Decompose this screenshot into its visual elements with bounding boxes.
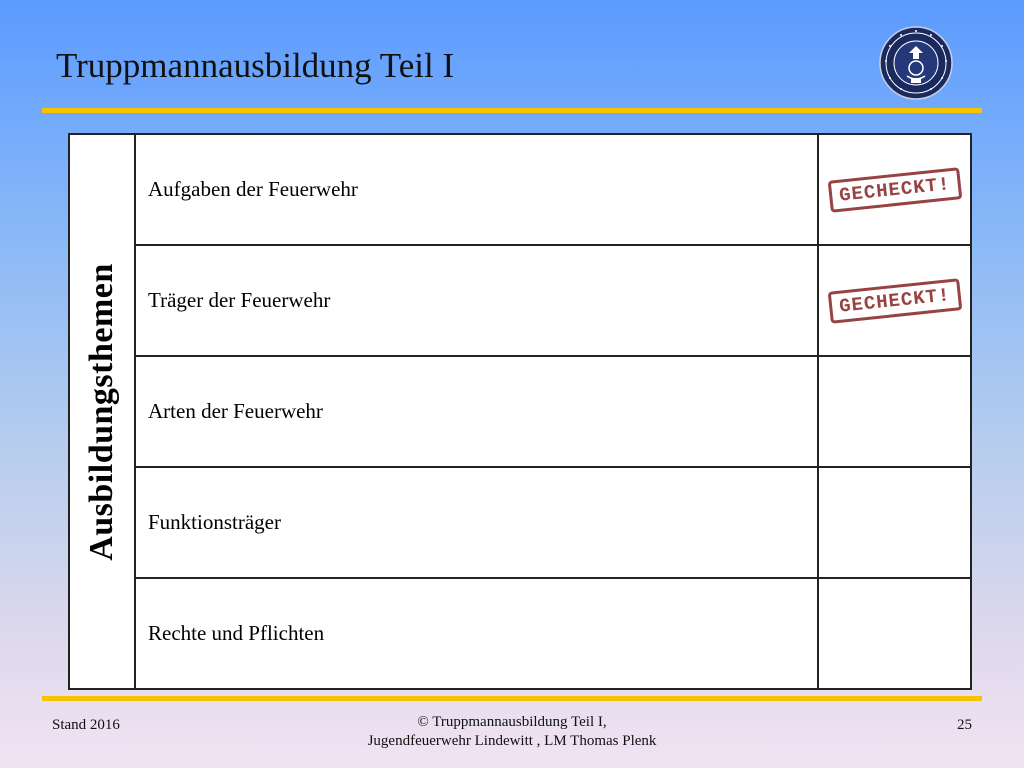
status-cell (819, 246, 970, 355)
topic-cell: Funktionsträger (136, 468, 819, 577)
status-cell (819, 135, 970, 244)
footer-copyright-line2: Jugendfeuerwehr Lindewitt , LM Thomas Plenk (367, 733, 657, 749)
table-row (136, 246, 970, 357)
page-number: 25 (957, 717, 972, 733)
checked-stamp: GECHECKT! (827, 278, 961, 324)
footer-divider (42, 696, 982, 701)
table-rows (136, 135, 970, 688)
status-cell (819, 468, 970, 577)
checked-stamp: GECHECKT! (827, 167, 961, 213)
footer-date: Stand 2016 (52, 717, 120, 733)
table-row (136, 135, 970, 246)
table-row (136, 468, 970, 579)
side-header-label: Ausbildungsthemen (83, 262, 120, 561)
title-divider (42, 108, 982, 113)
footer-copyright-line1: © Truppmannausbildung Teil I, (417, 714, 607, 730)
topic-cell: Rechte und Pflichten (136, 579, 819, 688)
status-cell (819, 579, 970, 688)
topic-cell: Aufgaben der Feuerwehr (136, 135, 819, 244)
topic-cell: Arten der Feuerwehr (136, 357, 819, 466)
table-row (136, 579, 970, 688)
jugendfeuerwehr-emblem-icon (879, 26, 953, 100)
status-cell (819, 357, 970, 466)
footer-copyright (312, 713, 712, 751)
table-row (136, 357, 970, 468)
side-header-cell (70, 135, 136, 688)
topic-cell: Träger der Feuerwehr (136, 246, 819, 355)
slide-title: Truppmannausbildung Teil I (56, 46, 455, 85)
training-topics-table (68, 133, 972, 690)
